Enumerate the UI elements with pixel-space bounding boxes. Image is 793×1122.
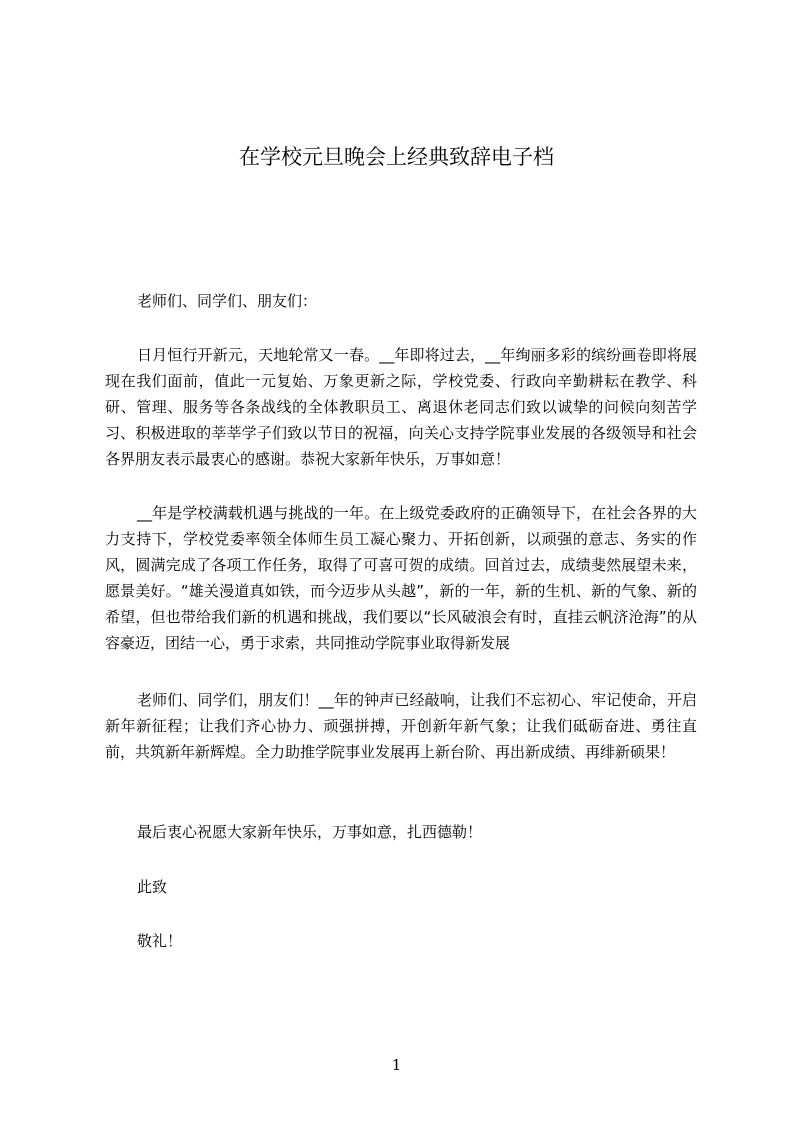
closing-cizhi: 此致: [137, 878, 168, 896]
body-paragraph-1: 日月恒行开新元，天地轮常又一春。__年即将过去，__年绚丽多彩的缤纷画卷即将展现在我们面前，值此一元复始、万象更新之际，学校党委、行政向辛勤耕耘在教学、科研、管理、服务等各条战线的全体教职员工、离退休老同志们致以诚挚的问候向刻苦学习、积极进取的莘莘学子们致以节日的祝福，向关心支持学院事业发展的各级领导和社会各界朋友表示最衷心的感谢。恭祝大家新年快乐，万事如意！: [105, 346, 697, 468]
closing-jingli: 敬礼！: [137, 932, 183, 950]
body-paragraph-2: __年是学校满载机遇与挑战的一年。在上级党委政府的正确领导下，在社会各界的大力支持下，学校党委率领全体师生员工凝心聚力、开拓创新，以顽强的意志、务实的作风，圆满完成了各项工作任务，取得了可喜可贺的成绩。回首过去，成绩斐然展望未来，愿景美好。“雄关漫道真如铁，而今迈步从头越”，新的一年，新的生机、新的气象、新的希望，但也带给我们新的机遇和挑战，我们要以“长风破浪会有时，直挂云帆济沧海”的从容豪迈，团结一心，勇于求索，共同推动学院事业取得新发展: [105, 504, 697, 652]
body-paragraph-3: 老师们、同学们，朋友们！__年的钟声已经敲响，让我们不忘初心、牢记使命，开启新年新征程；让我们齐心协力、顽强拼搏，开创新年新气象；让我们砥砺奋进、勇往直前，共筑新年新辉煌。全力助推学院事业发展再上新台阶、再出新成绩、再绯新硕果！: [105, 691, 697, 761]
closing-wishes: 最后衷心祝愿大家新年快乐，万事如意，扎西德勒！: [137, 823, 483, 841]
salutation: 老师们、同学们、朋友们：: [137, 292, 318, 310]
page-number: 1: [391, 1056, 402, 1074]
document-title: 在学校元旦晚会上经典致辞电子档: [239, 145, 554, 169]
